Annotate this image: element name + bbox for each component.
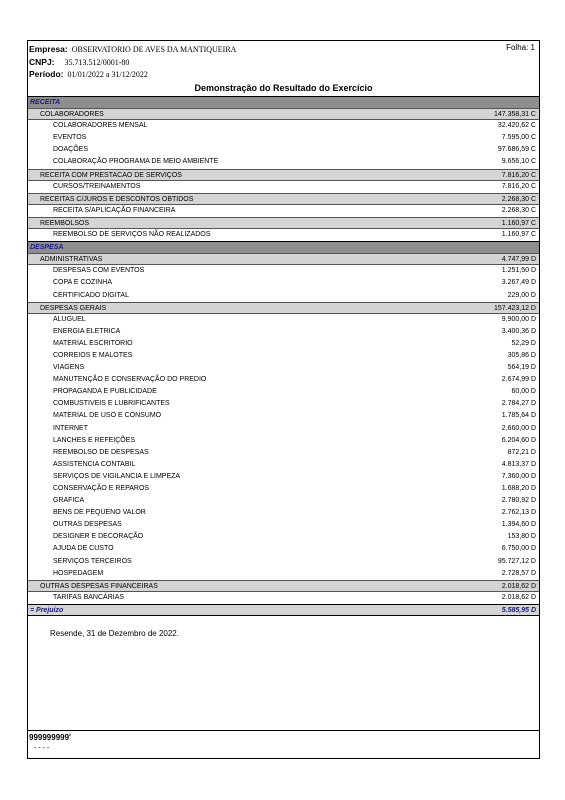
line-item-row (28, 156, 539, 168)
row-amount: 60,00 D (511, 388, 536, 396)
row-amount: 95.727,12 D (497, 557, 536, 565)
row-amount: 7.816,20 C (501, 182, 536, 190)
row-label: AJUDA DE CUSTO (53, 545, 114, 553)
row-amount: 1.688,20 D (501, 485, 536, 492)
place-and-date: Resende, 31 de Dezembro de 2022. (50, 629, 179, 638)
line-item-row (28, 326, 539, 338)
periodo-value: 01/01/2022 a 31/12/2022 (67, 70, 148, 79)
line-item-row (28, 483, 539, 495)
row-label: PROPAGANDA E PUBLICIDADE (53, 388, 157, 396)
row-label: RECEITA (30, 99, 61, 106)
row-amount: 7.816,20 C (501, 171, 536, 179)
row-amount: 1.785,64 D (501, 412, 536, 420)
row-label: VIAGENS (53, 364, 85, 372)
line-item-row (28, 205, 539, 217)
row-amount: 2.268,30 C (501, 195, 536, 203)
row-amount: 7.595,00 C (501, 134, 536, 142)
row-label: OUTRAS DESPESAS (53, 521, 122, 529)
row-label: MATERIAL ESCRITORIO (53, 339, 133, 347)
row-amount: 2.018,62 D (501, 593, 536, 601)
group-row (28, 169, 539, 181)
row-label: EVENTOS (53, 134, 87, 142)
line-item-row (28, 568, 539, 580)
line-item-row (28, 386, 539, 398)
row-amount: 3.267,49 D (501, 279, 536, 287)
line-item-row (28, 350, 539, 362)
line-item-row (28, 277, 539, 289)
row-label: CONSERVAÇÃO E REPAROS (53, 485, 150, 492)
row-label: REEMBOLSO DE SERVIÇOS NÃO REALIZADOS (53, 231, 211, 239)
row-amount: 3.400,36 D (501, 327, 536, 335)
row-amount: 157.423,12 D (493, 304, 536, 312)
line-item-row (28, 495, 539, 507)
row-label: HOSPEDAGEM (53, 569, 104, 577)
row-label: MANUTENÇÃO E CONSERVAÇÃO DO PREDIO (53, 376, 207, 384)
row-label: COPA E COZINHA (53, 279, 112, 287)
line-item-row (28, 423, 539, 435)
line-item-row (28, 519, 539, 531)
row-amount: 872,21 D (507, 448, 536, 456)
row-label: COLABORADORES MENSAL (53, 122, 148, 130)
income-statement-table (28, 96, 539, 616)
empresa-line (29, 43, 236, 56)
row-amount: 2.762,13 D (501, 509, 536, 517)
line-item-row (28, 447, 539, 459)
empresa-label: Empresa: (29, 44, 68, 54)
row-label: LANCHES E REFEIÇÕES (53, 436, 136, 444)
line-item-row (28, 181, 539, 193)
document-frame (27, 40, 540, 759)
report-title: Demonstração do Resultado do Exercício (194, 83, 373, 93)
group-row (28, 193, 539, 205)
row-label: CERTIFICADO DIGITAL (53, 291, 129, 299)
row-label: SERVIÇOS TERCEIROS (53, 557, 132, 565)
row-amount: 2.728,57 D (501, 569, 536, 577)
row-label: RECEITA S/APLICAÇÃO FINANCEIRA (53, 206, 176, 214)
group-row (28, 302, 539, 314)
row-amount: 2.268,30 C (501, 206, 536, 214)
line-item-row (28, 556, 539, 568)
row-label: RECEITAS C/JUROS E DESCONTOS OBTIDOS (40, 195, 194, 203)
row-label: = Prejuízo (30, 606, 64, 614)
line-item-row (28, 120, 539, 132)
row-amount: 2.018,62 D (501, 582, 536, 590)
row-amount: 1.394,60 D (501, 521, 536, 529)
row-label: ADMINISTRATIVAS (40, 256, 103, 264)
line-item-row (28, 435, 539, 447)
row-amount: 6.204,60 D (501, 436, 536, 444)
line-item-row (28, 314, 539, 326)
row-label: CURSOS/TREINAMENTOS (53, 182, 141, 190)
row-label: BENS DE PEQUENO VALOR (53, 509, 146, 517)
row-label: INTERNET (53, 424, 88, 432)
row-label: ENERGIA ELETRICA (53, 327, 121, 335)
section-row (28, 96, 539, 108)
row-amount: 153,80 D (507, 533, 536, 541)
line-item-row (28, 132, 539, 144)
row-amount: 1.251,50 D (501, 267, 536, 275)
periodo-line (29, 68, 148, 81)
section-row (28, 241, 539, 253)
row-amount: 4.813,37 D (501, 460, 536, 468)
page-number: Folha: 1 (506, 43, 535, 52)
line-item-row (28, 144, 539, 156)
row-label: RECEITA COM PRESTACAO DE SERVIÇOS (40, 171, 182, 179)
row-amount: 32.420,62 C (497, 122, 536, 130)
empresa-name: OBSERVATORIO DE AVES DA MANTIQUEIRA (71, 45, 237, 54)
group-row (28, 108, 539, 120)
row-label: ASSISTENCIA CONTABIL (53, 460, 136, 468)
row-amount: 1.160,97 C (501, 231, 536, 239)
cnpj-label: CNPJ: (29, 57, 55, 67)
row-label: COMBUSTIVEIS E LUBRIFICANTES (53, 400, 170, 408)
group-row (28, 217, 539, 229)
row-amount: 5.585,95 D (501, 606, 536, 614)
row-amount: 1.160,97 C (501, 219, 536, 227)
row-amount: 147.358,31 C (493, 111, 536, 119)
line-item-row (28, 398, 539, 410)
line-item-row (28, 229, 539, 241)
line-item-row (28, 410, 539, 422)
row-amount: 97.686,59 C (497, 146, 536, 154)
row-amount: 4.747,99 D (501, 256, 536, 264)
line-item-row (28, 507, 539, 519)
row-label: REEMBOLSOS (40, 219, 90, 227)
line-item-row (28, 592, 539, 604)
row-amount: 9.900,00 D (501, 315, 536, 323)
row-label: DESPESA (30, 244, 64, 252)
row-amount: 2.784,27 D (501, 400, 536, 408)
line-item-row (28, 362, 539, 374)
row-label: CORREIOS E MALOTES (53, 351, 133, 359)
footer-divider (28, 730, 539, 731)
row-label: DOAÇÕES (53, 146, 89, 154)
row-label: COLABORAÇÃO PROGRAMA DE MEIO AMBIENTE (53, 158, 219, 166)
cnpj-value: 35.713.512/0001-80 (64, 58, 130, 67)
row-amount: 7.360,00 D (501, 472, 536, 480)
line-item-row (28, 471, 539, 483)
row-amount: 9.656,10 C (501, 158, 536, 166)
result-row (28, 604, 539, 616)
row-amount: 305,86 D (507, 351, 536, 359)
row-label: DESPESAS GERAIS (40, 304, 107, 312)
group-row (28, 253, 539, 265)
line-item-row (28, 543, 539, 555)
line-item-row (28, 459, 539, 471)
row-label: MATERIAL DE USO E CONSUMO (53, 412, 162, 420)
row-label: ALUGUEL (53, 315, 86, 323)
row-label: OUTRAS DESPESAS FINANCEIRAS (40, 582, 158, 590)
periodo-label: Período: (29, 69, 64, 79)
line-item-row (28, 290, 539, 302)
row-label: GRAFICA (53, 497, 85, 505)
row-label: SERVIÇOS DE VIGILANCIA E LIMPEZA (53, 472, 181, 480)
row-amount: 2.674,99 D (501, 376, 536, 384)
row-label: TARIFAS BANCÁRIAS (53, 593, 125, 601)
row-label: DESPESAS COM EVENTOS (53, 267, 145, 275)
line-item-row (28, 374, 539, 386)
row-amount: 564,19 D (507, 364, 536, 372)
line-item-row (28, 338, 539, 350)
row-amount: 2.660,00 D (501, 424, 536, 432)
group-row (28, 580, 539, 592)
footer-subtext: - - - - (34, 745, 50, 752)
row-amount: 229,00 D (507, 291, 536, 299)
row-label: DESIGNER E DECORAÇÃO (53, 533, 144, 541)
footer-code: 999999999' (29, 733, 71, 742)
row-label: COLABORADORES (40, 111, 104, 119)
row-amount: 2.780,92 D (501, 497, 536, 505)
line-item-row (28, 531, 539, 543)
row-amount: 52,29 D (511, 339, 536, 347)
line-item-row (28, 265, 539, 277)
row-amount: 6.750,00 D (501, 545, 536, 553)
row-label: REEMBOLSO DE DESPESAS (53, 448, 149, 456)
